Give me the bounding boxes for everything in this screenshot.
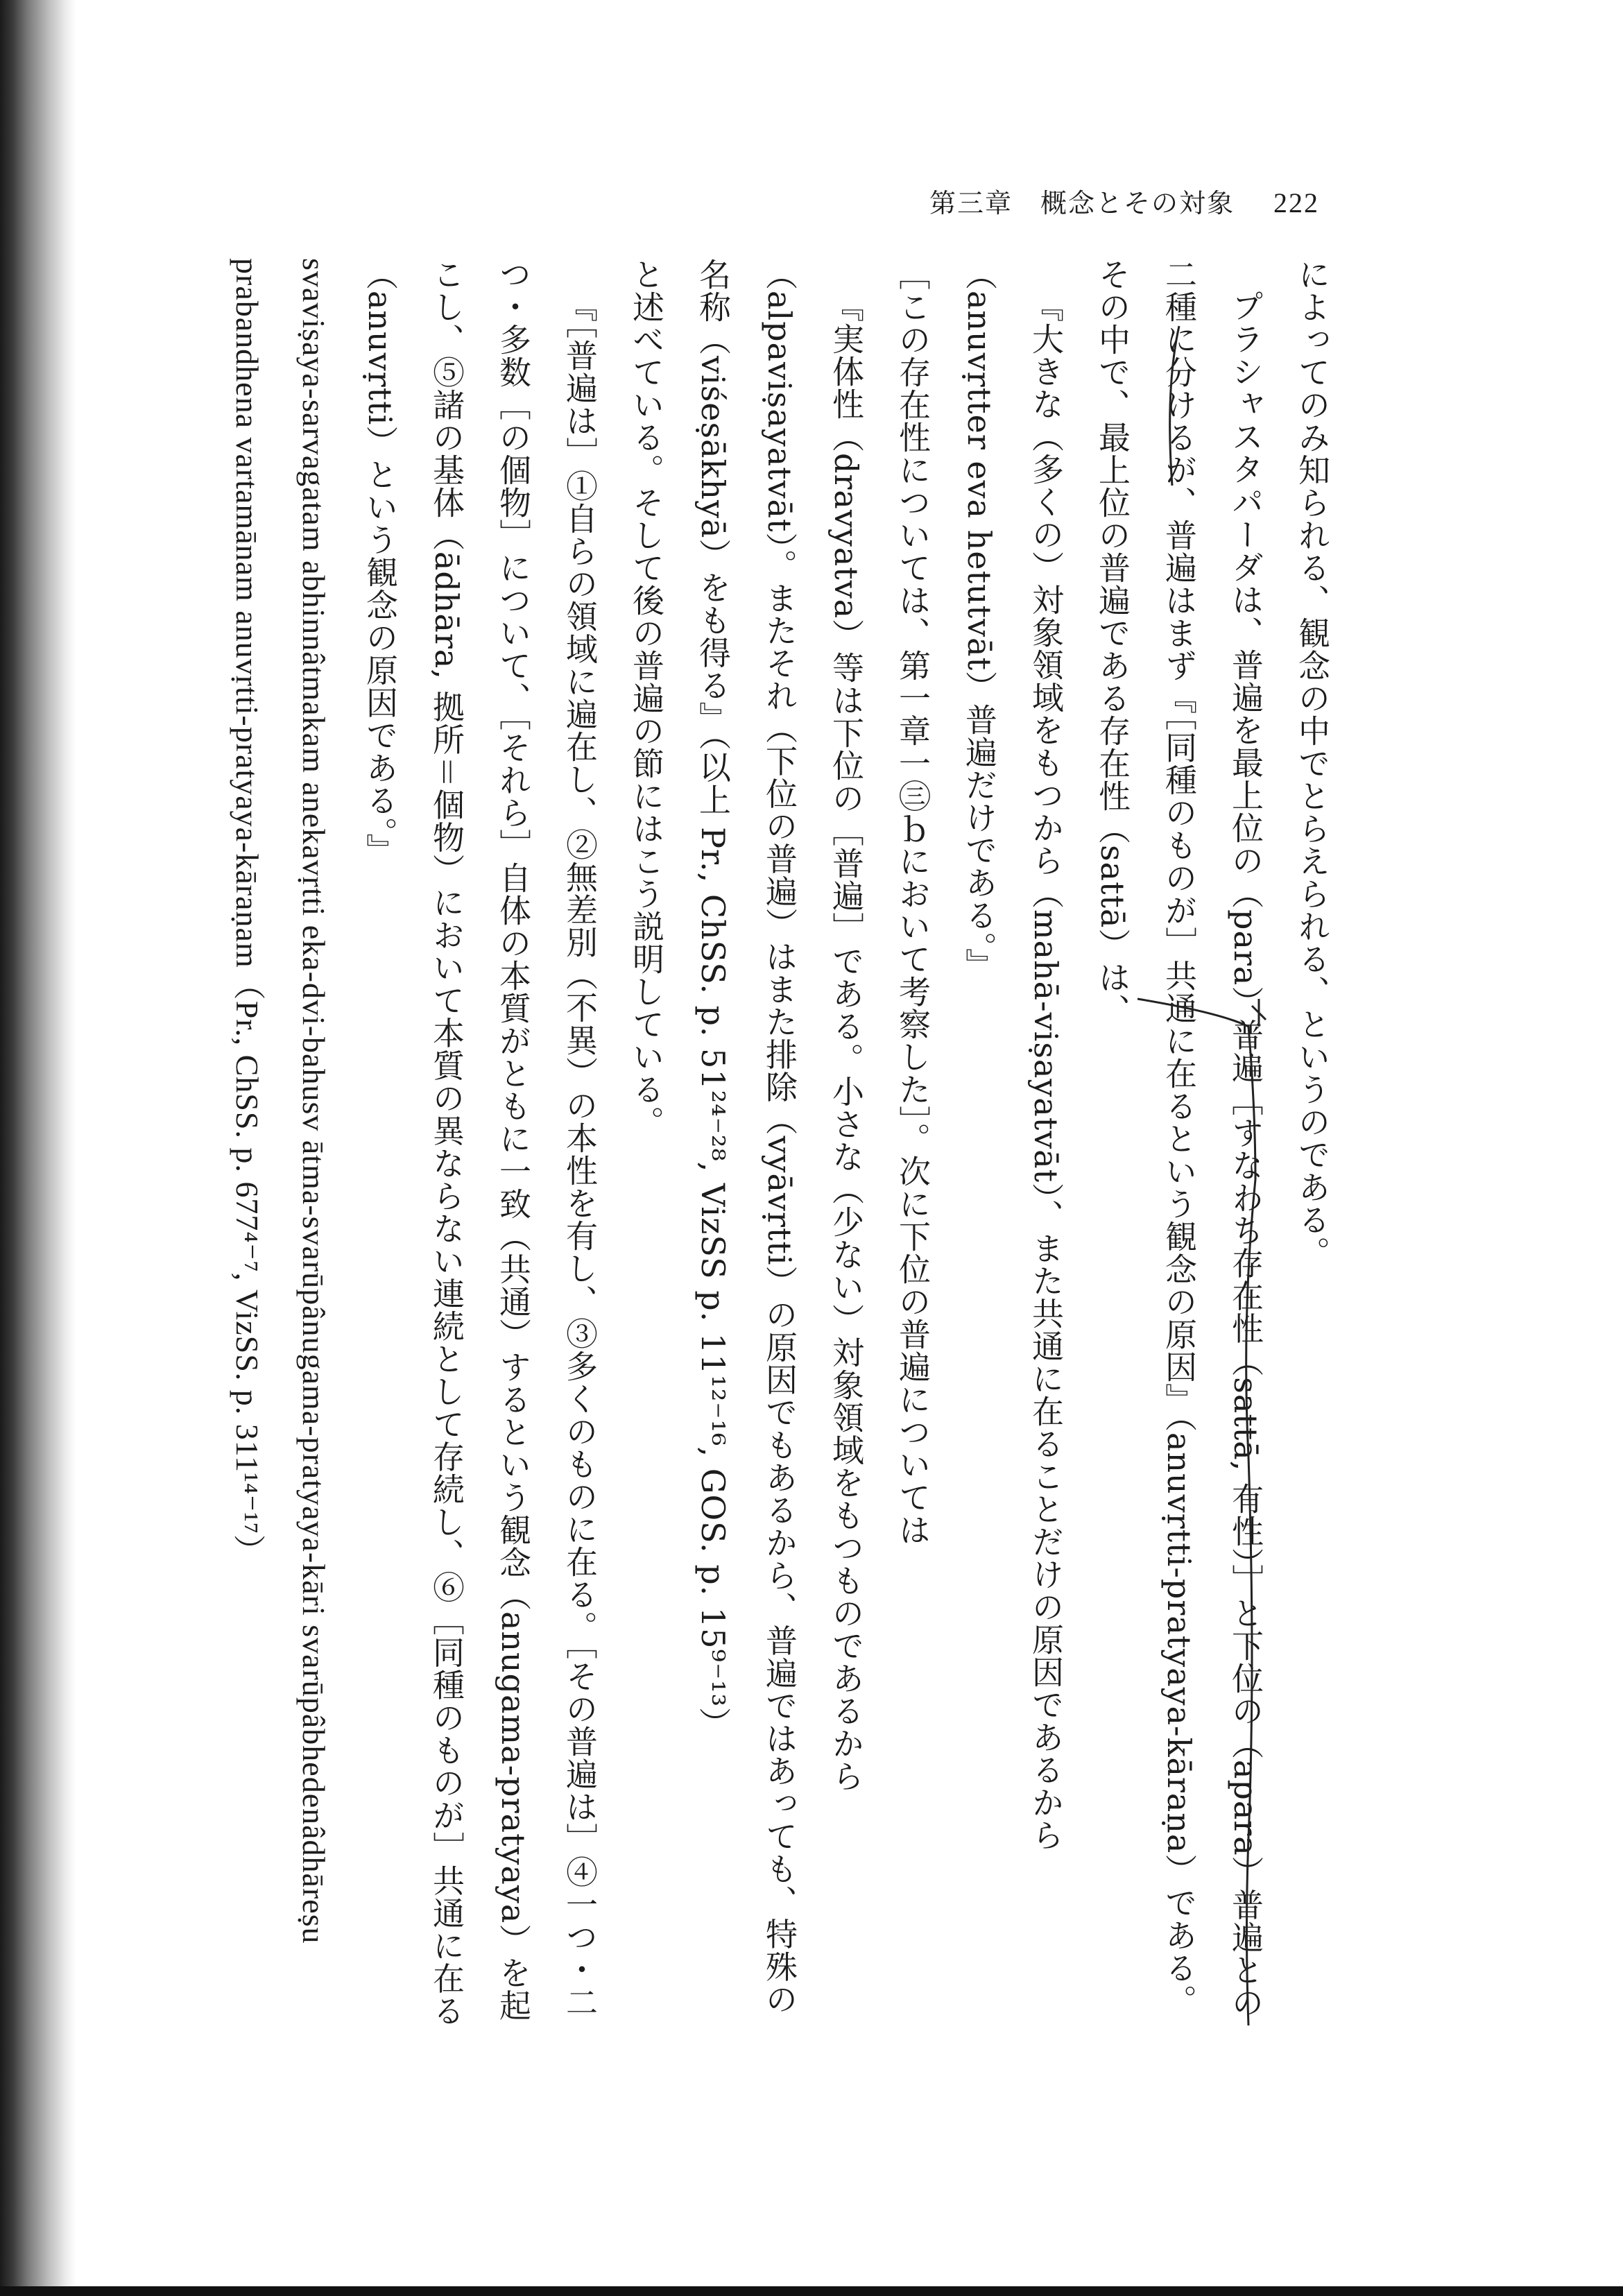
quote-dravyatva: 『実体性（dravyatva）等は下位の［普遍］である。小さな（少ない）対象領域をもつものであるから（alpaviṣayatvāt）。またそれ（下位の普遍）はまた排除（vyāvṛtti）の原因でもあるから、普遍ではあっても、特殊の名称（viśeṣākhyā）をも得る』（以上 Pr., ChSS. p. 51²⁴⁻²⁸, VizSS p. 11¹²⁻¹⁶, GOS. p. 15⁹⁻¹³） [694, 258, 865, 2016]
quote-universal-definition: 『［普遍は］①自らの領域に遍在し、②無差別（不異）の本性を有し、③多くのものに在る。［その普遍は］④一つ・二つ・多数［の個物］について、［それら］自体の本質がともに一致（共通）するという観念（anugama-pratyaya）を起こし、⑤諸の基体（ādhāra, 拠所＝個物）において本質の異ならない連続として存続し、⑥［同種のものが］共通に在る（anuvṛtti）という観念の原因である。』 [361, 258, 599, 2028]
paragraph-transition: と述べている。そして後の普遍の節にはこう説明している。 [628, 258, 665, 1138]
quote-satta: 『大きな（多くの）対象領域をもつから（mahā-viṣayatvāt）、また共通に在ることだけの原因であるから（anuvṛtter eva hetutvāt）普遍だけである。』 [961, 258, 1065, 1852]
scanner-shadow [0, 0, 76, 2296]
main-text [230, 258, 1346, 2034]
running-header [929, 182, 1319, 220]
scanner-bottom-edge [0, 2286, 1623, 2296]
paragraph-note: ［この存在性については、第一章一㊂ｂにおいて考察した］。次に下位の普遍については [894, 258, 931, 1546]
chapter-title: 第三章 概念とその対象 [929, 188, 1235, 219]
page-number: 222 [1273, 187, 1320, 219]
paragraph-continuation: によってのみ知られる、観念の中でとらえられる、というのである。 [1294, 258, 1331, 1269]
paragraph-prashastapada: プラシャスタパーダは、普遍を最上位の（para）普遍［すなわち存在性（sattā, 有性）］と下位の（apara）普遍との二種に分けるが、普遍はまず『［同種のものが］共通に在るという観念の原因』（anuvṛtti-pratyaya-kāraṇa）である。その中で、最上位の普遍である存在性（sattā）は、 [1094, 258, 1264, 2019]
sanskrit-passage: svaviṣaya-sarvagatam abhinnâtmakam anekavṛtti eka-dvi-bahusv ātma-svarūpânugama-pratyaya-kāri svarūpâbhedenâdhāreṣu prabandhena vartamānam anuvṛtti-pratyaya-kāraṇam（Pr., ChSS. p. 677⁴⁻⁷, VizSS. p. 311¹⁴⁻¹⁷） [230, 258, 332, 1944]
